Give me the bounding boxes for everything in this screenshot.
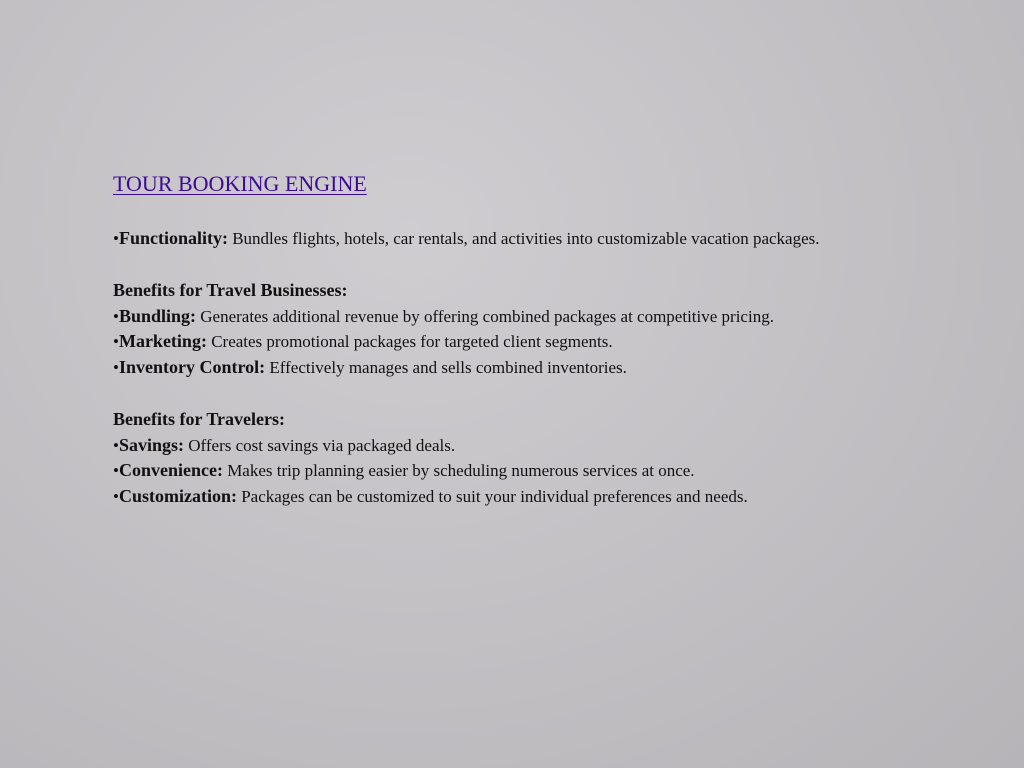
bullet: •: [113, 229, 119, 248]
item-term: Inventory Control:: [118, 356, 266, 377]
item-text: Packages can be customized to suit your individual preferences and needs.: [236, 486, 748, 506]
item-term: Marketing:: [118, 331, 207, 351]
item-text: Offers cost savings via packaged deals.: [183, 435, 456, 455]
bullet: •: [113, 461, 119, 480]
list-item-bundling: [113, 304, 993, 330]
bullet: •: [113, 357, 119, 377]
functionality-line: [113, 226, 993, 251]
business-benefits-section: [113, 278, 993, 380]
item-term: Convenience:: [118, 460, 223, 480]
item-term: Customization:: [118, 485, 237, 506]
list-item-customization: [113, 484, 993, 510]
traveler-benefits-heading: Benefits for Travelers:: [113, 409, 285, 429]
list-item-inventory-control: [113, 355, 993, 381]
functionality-text: Bundles flights, hotels, car rentals, and activities into customizable vacation packages.: [227, 229, 820, 248]
slide-title-link[interactable]: TOUR BOOKING ENGINE: [113, 171, 367, 196]
traveler-benefits-section: [113, 407, 993, 509]
bullet: •: [113, 332, 119, 351]
item-text: Generates additional revenue by offering combined packages at competitive pricing.: [196, 306, 774, 326]
functionality-term: Functionality:: [118, 228, 228, 248]
business-benefits-heading: Benefits for Travel Businesses:: [113, 280, 348, 300]
bullet: •: [113, 435, 119, 455]
item-text: Makes trip planning easier by scheduling numerous services at once.: [222, 461, 695, 480]
bullet: •: [113, 306, 119, 326]
list-item-marketing: [113, 329, 993, 355]
item-term: Savings:: [118, 434, 184, 455]
item-text: Creates promotional packages for targeted client segments.: [206, 332, 613, 351]
bullet: •: [113, 486, 119, 506]
item-term: Bundling:: [118, 305, 196, 326]
list-item-savings: [113, 433, 993, 459]
slide-content: [113, 170, 993, 509]
item-text: Effectively manages and sells combined inventories.: [265, 357, 627, 377]
list-item-convenience: [113, 458, 993, 484]
